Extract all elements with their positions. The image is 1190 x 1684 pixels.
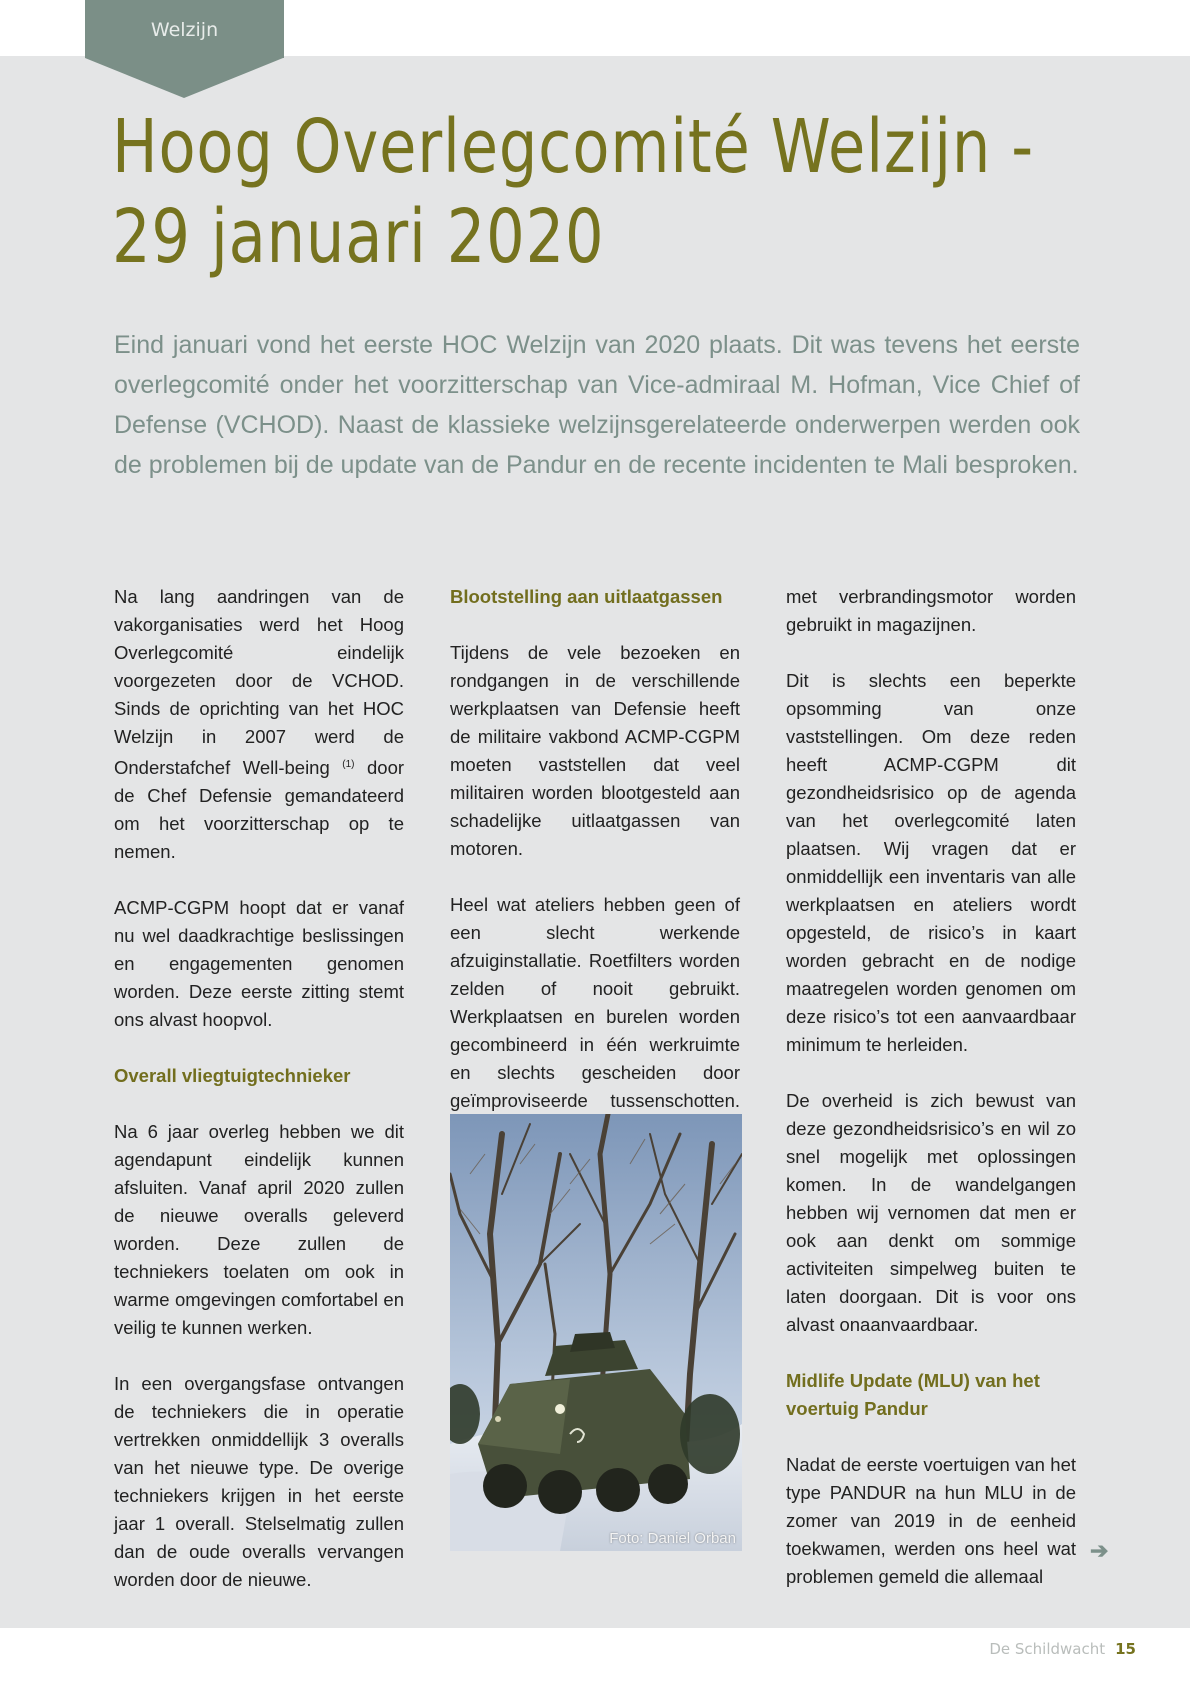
paragraph: Dit is slechts een beperkte opsomming van onze vaststellingen. Om deze reden heeft ACMP-CGPM dit gezondheidsrisico op de agenda van het overlegcomité laten plaatsen. Wij vragen dat er onmiddellijk een inventaris van alle werkplaatsen en ateliers wordt opgesteld, de risico’s in kaart worden gebracht en de nodige maatregelen worden genomen om deze risico’s tot een aanvaardbaar minimum te herleiden. <box>786 670 1076 1055</box>
paragraph: met verbrandingsmotor worden gebruikt in magazijnen. <box>786 586 1076 635</box>
paragraph: Nadat de eerste voertuigen van het type PANDUR na hun MLU in de zomer van 2019 in de eenheid toekwamen, werden ons heel wat problemen gemeld die allemaal <box>786 1454 1076 1587</box>
paragraph: Heel wat ateliers hebben geen of een slecht werkende afzuiginstallatie. Roetfilters worden zelden of nooit gebruikt. Werkplaatsen en burelen worden gecombineerd in één werkruimte en slechts gescheiden door geïmproviseerde tussenschotten. <box>450 894 740 1111</box>
column-3 <box>786 583 1076 1619</box>
article-title-line-1: Hoog Overlegcomité Welzijn - <box>112 104 1035 190</box>
column-2 <box>450 583 740 1171</box>
pandur-vehicle-photo <box>450 1114 742 1551</box>
paragraph: Na 6 jaar overleg hebben we dit agendapunt eindelijk kunnen afsluiten. Vanaf april 2020 zullen de nieuwe overalls geleverd worden. Deze zullen de techniekers toelaten om ook in warme omgevingen comfortabel en veilig te kunnen werken. <box>114 1121 404 1339</box>
paragraph: ACMP-CGPM hoopt dat er vanaf nu wel daadkrachtige beslissingen en engagementen genomen worden. Deze eerste zitting stemt ons alvast hoopvol. <box>114 897 404 1031</box>
article-title-line-2: 29 januari 2020 <box>112 194 605 280</box>
paragraph-text: Na lang aandringen van de vakorganisaties werd het Hoog Overlegcomité eindelijk voorgezeten door de VCHOD. Sinds de oprichting van het HOC Welzijn in 2007 werd de Onderstafchef Well-being <box>114 586 404 779</box>
photo-credit: Foto: Daniel Orban <box>609 1530 736 1547</box>
subheading-overall: Overall vliegtuigtechnieker <box>114 1065 351 1087</box>
footnote-marker: (1) <box>342 759 355 770</box>
article-title <box>112 102 1035 282</box>
publication-name: De Schildwacht <box>989 1640 1106 1658</box>
arrow-right-icon: ➔ <box>1090 1538 1109 1563</box>
paragraph <box>114 583 404 866</box>
subheading-pandur: Midlife Update (MLU) van het voertuig Pandur <box>786 1370 1040 1419</box>
section-tab: Welzijn <box>85 0 284 58</box>
page-number: 15 <box>1115 1640 1136 1658</box>
page-footer <box>989 1640 1136 1658</box>
paragraph-text: door de Chef Defensie gemandateerd om het voorzitterschap op te nemen. <box>114 757 405 863</box>
subheading-uitlaatgassen: Blootstelling aan uitlaatgassen <box>450 586 723 607</box>
paragraph: De overheid is zich bewust van deze gezondheidsrisico’s en wil zo snel mogelijk met oplossingen komen. In de wandelgangen hebben wij vernomen dat men er ook aan denkt om sommige activiteiten simpelweg buiten te laten doorgaan. Dit is voor ons alvast onaanvaardbaar. <box>786 1090 1076 1335</box>
column-1 <box>114 583 404 1622</box>
article-lead: Eind januari vond het eerste HOC Welzijn van 2020 plaats. Dit was tevens het eerste overlegcomité onder het voorzitterschap van Vice-admiraal M. Hofman, Vice Chief of Defense (VCHOD). Naast de klassieke welzijnsgerelateerde onderwerpen werden ook de problemen bij de update van de Pandur en de recente incidenten te Mali besproken. <box>114 331 1080 479</box>
section-tab-pointer <box>85 58 283 98</box>
paragraph: Tijdens de vele bezoeken en rondgangen in de verschillende werkplaatsen van Defensie heeft de militaire vakbond ACMP-CGPM moeten vaststellen dat veel militairen worden blootgesteld aan schadelijke uitlaatgassen van motoren. <box>450 642 740 859</box>
paragraph: In een overgangsfase ontvangen de techniekers die in operatie vertrekken onmiddellijk 3 overalls van het nieuwe type. De overige techniekers krijgen in het eerste jaar 1 overall. Stelselmatig zullen dan de oude overalls vervangen worden door de nieuwe. <box>114 1373 404 1591</box>
photo-illustration <box>450 1114 742 1551</box>
